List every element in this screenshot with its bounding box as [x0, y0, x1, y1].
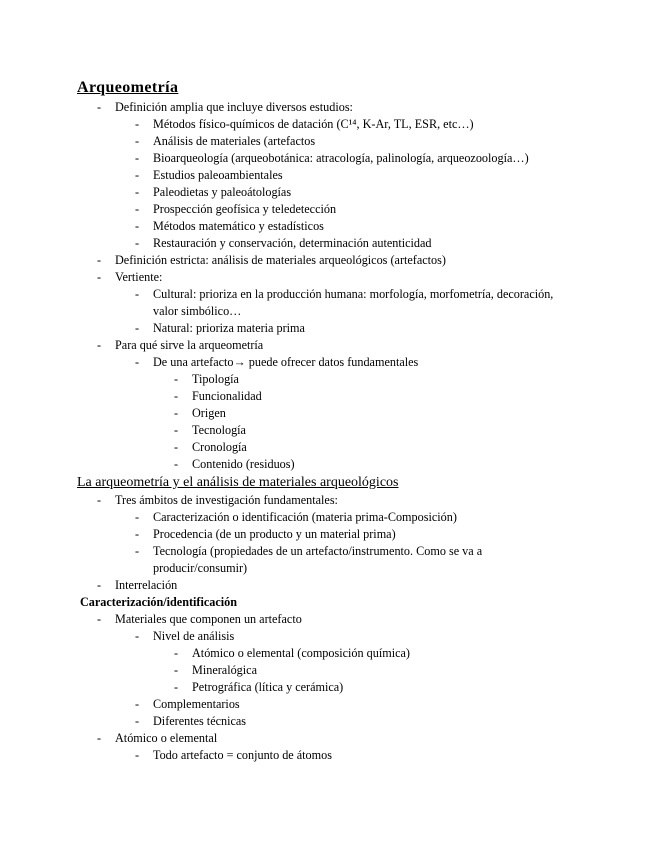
section-heading: La arqueometría y el análisis de materiales arqueológicos	[77, 475, 399, 490]
list-item-text: Cultural: prioriza en la producción humana: morfología, morfometría, decoración,	[153, 287, 554, 301]
list-item-text: Prospección geofísica y teledetección	[153, 202, 337, 216]
bullet-dash: -	[134, 544, 140, 558]
bullet-dash: -	[96, 270, 102, 284]
bullet-dash: -	[96, 493, 102, 507]
list-item-text: Funcionalidad	[192, 389, 262, 403]
bullet-dash: -	[134, 714, 140, 728]
bullet-dash: -	[134, 202, 140, 216]
bullet-dash: -	[134, 151, 140, 165]
list-item-text: Todo artefacto = conjunto de átomos	[153, 748, 332, 762]
list-item-text: Análisis de materiales (artefactos	[153, 134, 316, 148]
list-item-text: Contenido (residuos)	[192, 457, 295, 471]
list-item-text: Natural: prioriza materia prima	[153, 321, 305, 335]
bullet-dash: -	[173, 372, 179, 386]
bullet-dash: -	[173, 646, 179, 660]
bullet-dash: -	[173, 423, 179, 437]
bullet-dash: -	[134, 168, 140, 182]
list-item-text: Tres ámbitos de investigación fundamentales:	[115, 493, 338, 507]
list-item-text: Definición amplia que incluye diversos estudios:	[115, 100, 353, 114]
bullet-dash: -	[134, 185, 140, 199]
list-item-text: De una artefacto→ puede ofrecer datos fundamentales	[153, 355, 419, 369]
bullet-dash: -	[173, 680, 179, 694]
bullet-dash: -	[173, 389, 179, 403]
list-item-text: Interrelación	[115, 578, 178, 592]
bullet-dash: -	[96, 338, 102, 352]
list-item-text: Origen	[192, 406, 226, 420]
list-item-text: Tipología	[192, 372, 239, 386]
bullet-dash: -	[173, 440, 179, 454]
list-item-text: Paleodietas y paleoátologías	[153, 185, 292, 199]
bullet-dash: -	[96, 731, 102, 745]
bullet-dash: -	[96, 578, 102, 592]
list-item-text: Procedencia (de un producto y un material prima)	[153, 527, 396, 541]
list-item-text: Cronología	[192, 440, 247, 454]
list-item-text: Tecnología (propiedades de un artefacto/instrumento. Como se va a	[153, 544, 483, 558]
list-item-text: Atómico o elemental	[115, 731, 218, 745]
bullet-dash: -	[134, 527, 140, 541]
bullet-dash: -	[134, 236, 140, 250]
bullet-dash: -	[134, 697, 140, 711]
list-item-text: Atómico o elemental (composición química)	[192, 646, 410, 660]
list-item-text: Tecnología	[192, 423, 246, 437]
list-item	[0, 99, 655, 116]
list-item-text: Métodos físico-químicos de datación (C¹⁴, K-Ar, TL, ESR, etc…)	[153, 117, 474, 131]
list-item-text: Definición estricta: análisis de materiales arqueológicos (artefactos)	[115, 253, 446, 267]
list-item-text: Restauración y conservación, determinación autenticidad	[153, 236, 432, 250]
list-item-text: Complementarios	[153, 697, 240, 711]
section-heading: Caracterización/identificación	[80, 595, 238, 609]
list-item-text: Vertiente:	[115, 270, 163, 284]
list-item-text: Mineralógica	[192, 663, 257, 677]
bullet-dash: -	[173, 457, 179, 471]
bullet-dash: -	[96, 253, 102, 267]
list-item-text: Petrográfica (lítica y cerámica)	[192, 680, 344, 694]
bullet-dash: -	[173, 663, 179, 677]
bullet-dash: -	[134, 748, 140, 762]
bullet-dash: -	[134, 287, 140, 301]
bullet-dash: -	[134, 117, 140, 131]
bullet-dash: -	[134, 629, 140, 643]
list-item-text: Caracterización o identificación (materia prima-Composición)	[153, 510, 457, 524]
bullet-dash: -	[134, 321, 140, 335]
list-item-text: producir/consumir)	[153, 561, 248, 575]
bullet-dash: -	[173, 406, 179, 420]
list-item-text: Métodos matemático y estadísticos	[153, 219, 324, 233]
list-item-text: Nivel de análisis	[153, 629, 235, 643]
bullet-dash: -	[134, 134, 140, 148]
page-title: Arqueometría	[77, 79, 179, 96]
bullet-dash: -	[134, 510, 140, 524]
bullet-dash: -	[134, 219, 140, 233]
list-item-text: valor simbólico…	[153, 304, 242, 318]
list-item-text: Bioarqueología (arqueobotánica: atracología, palinología, arqueozoología…)	[153, 151, 529, 165]
list-item-text: Diferentes técnicas	[153, 714, 247, 728]
list-item-text: Materiales que componen un artefacto	[115, 612, 302, 626]
list-item-text: Para qué sirve la arqueometría	[115, 338, 264, 352]
bullet-dash: -	[96, 612, 102, 626]
bullet-dash: -	[134, 355, 140, 369]
list-item-text: Estudios paleoambientales	[153, 168, 283, 182]
bullet-dash: -	[96, 100, 102, 114]
